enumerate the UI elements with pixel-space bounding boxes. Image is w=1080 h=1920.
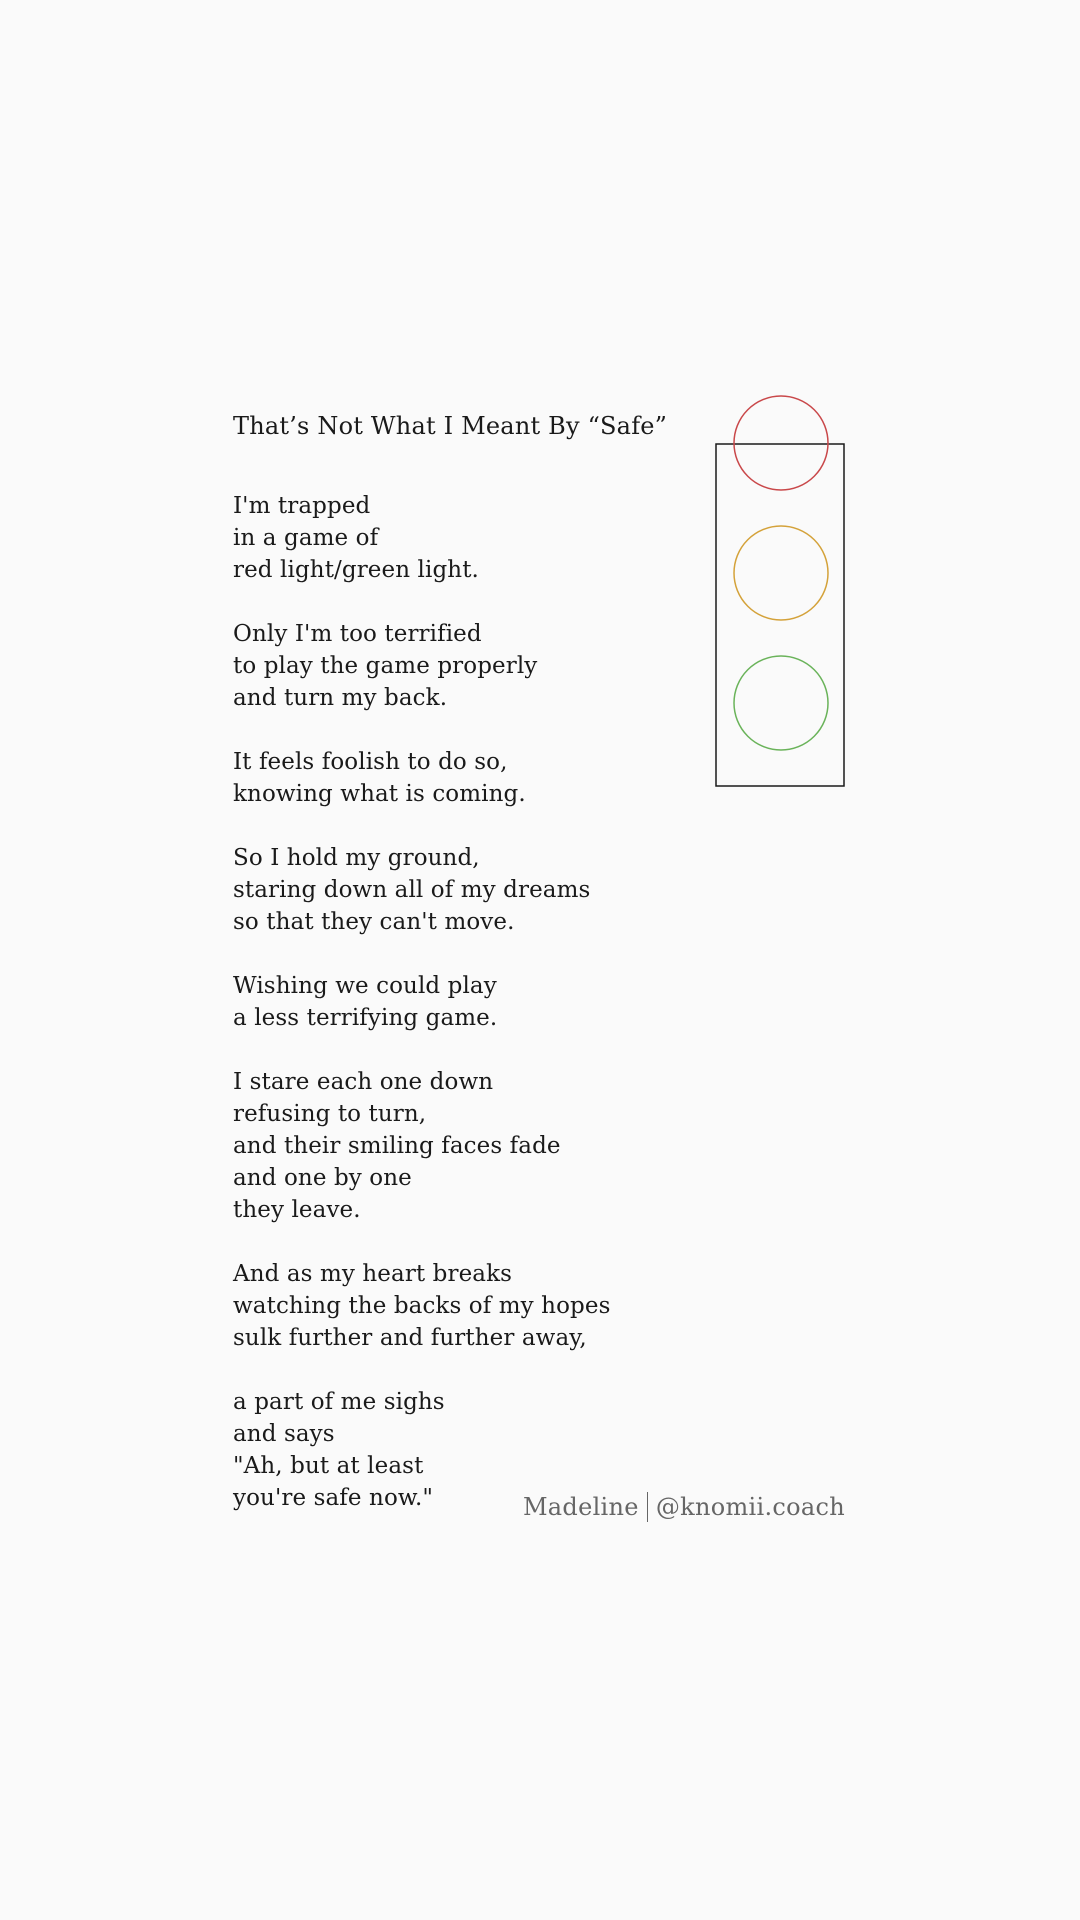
poem-line: sulk further and further away, — [233, 1325, 587, 1351]
poem-line: staring down all of my dreams — [233, 877, 591, 903]
poem-line: I stare each one down — [233, 1069, 494, 1095]
stanza — [233, 618, 653, 714]
poem-line: and turn my back. — [233, 685, 448, 711]
poem-line: "Ah, but at least — [233, 1453, 424, 1479]
red-light — [734, 396, 828, 490]
poem-line: red light/green light. — [233, 557, 479, 583]
poem-line: to play the game properly — [233, 653, 538, 679]
poem-line: and one by one — [233, 1165, 412, 1191]
poem-line: so that they can't move. — [233, 909, 515, 935]
poem-line: and their smiling faces fade — [233, 1133, 561, 1159]
poem-line: Only I'm too terrified — [233, 621, 482, 647]
poem-line: you're safe now." — [233, 1485, 434, 1511]
stanza — [233, 490, 653, 586]
poem-body — [233, 490, 653, 1514]
poem-line: I'm trapped — [233, 493, 371, 519]
poem-title: That’s Not What I Meant By “Safe” — [233, 412, 668, 440]
author-handle: @knomii.coach — [655, 1493, 845, 1521]
stanza — [233, 842, 653, 938]
poem-line: a less terrifying game. — [233, 1005, 498, 1031]
author-name: Madeline — [522, 1493, 639, 1521]
poem-line: a part of me sighs — [233, 1389, 445, 1415]
poem-line: watching the backs of my hopes — [233, 1293, 611, 1319]
poem-line: in a game of — [233, 525, 379, 551]
signature — [523, 1487, 845, 1527]
stanza — [233, 1258, 653, 1354]
traffic-light-drawing — [715, 394, 847, 788]
poem-line: they leave. — [233, 1197, 361, 1223]
poem-line: and says — [233, 1421, 335, 1447]
poem-line: refusing to turn, — [233, 1101, 427, 1127]
traffic-light-icon — [715, 394, 847, 788]
traffic-light-frame — [716, 444, 844, 786]
poem-line: So I hold my ground, — [233, 845, 480, 871]
stanza — [233, 746, 653, 810]
poem-line: knowing what is coming. — [233, 781, 526, 807]
green-light — [734, 656, 828, 750]
poem-line: Wishing we could play — [233, 973, 497, 999]
yellow-light — [734, 526, 828, 620]
stanza — [233, 1066, 653, 1226]
poem-line: It feels foolish to do so, — [233, 749, 508, 775]
stanza — [233, 970, 653, 1034]
poem-line: And as my heart breaks — [233, 1261, 513, 1287]
signature-divider — [647, 1492, 648, 1522]
